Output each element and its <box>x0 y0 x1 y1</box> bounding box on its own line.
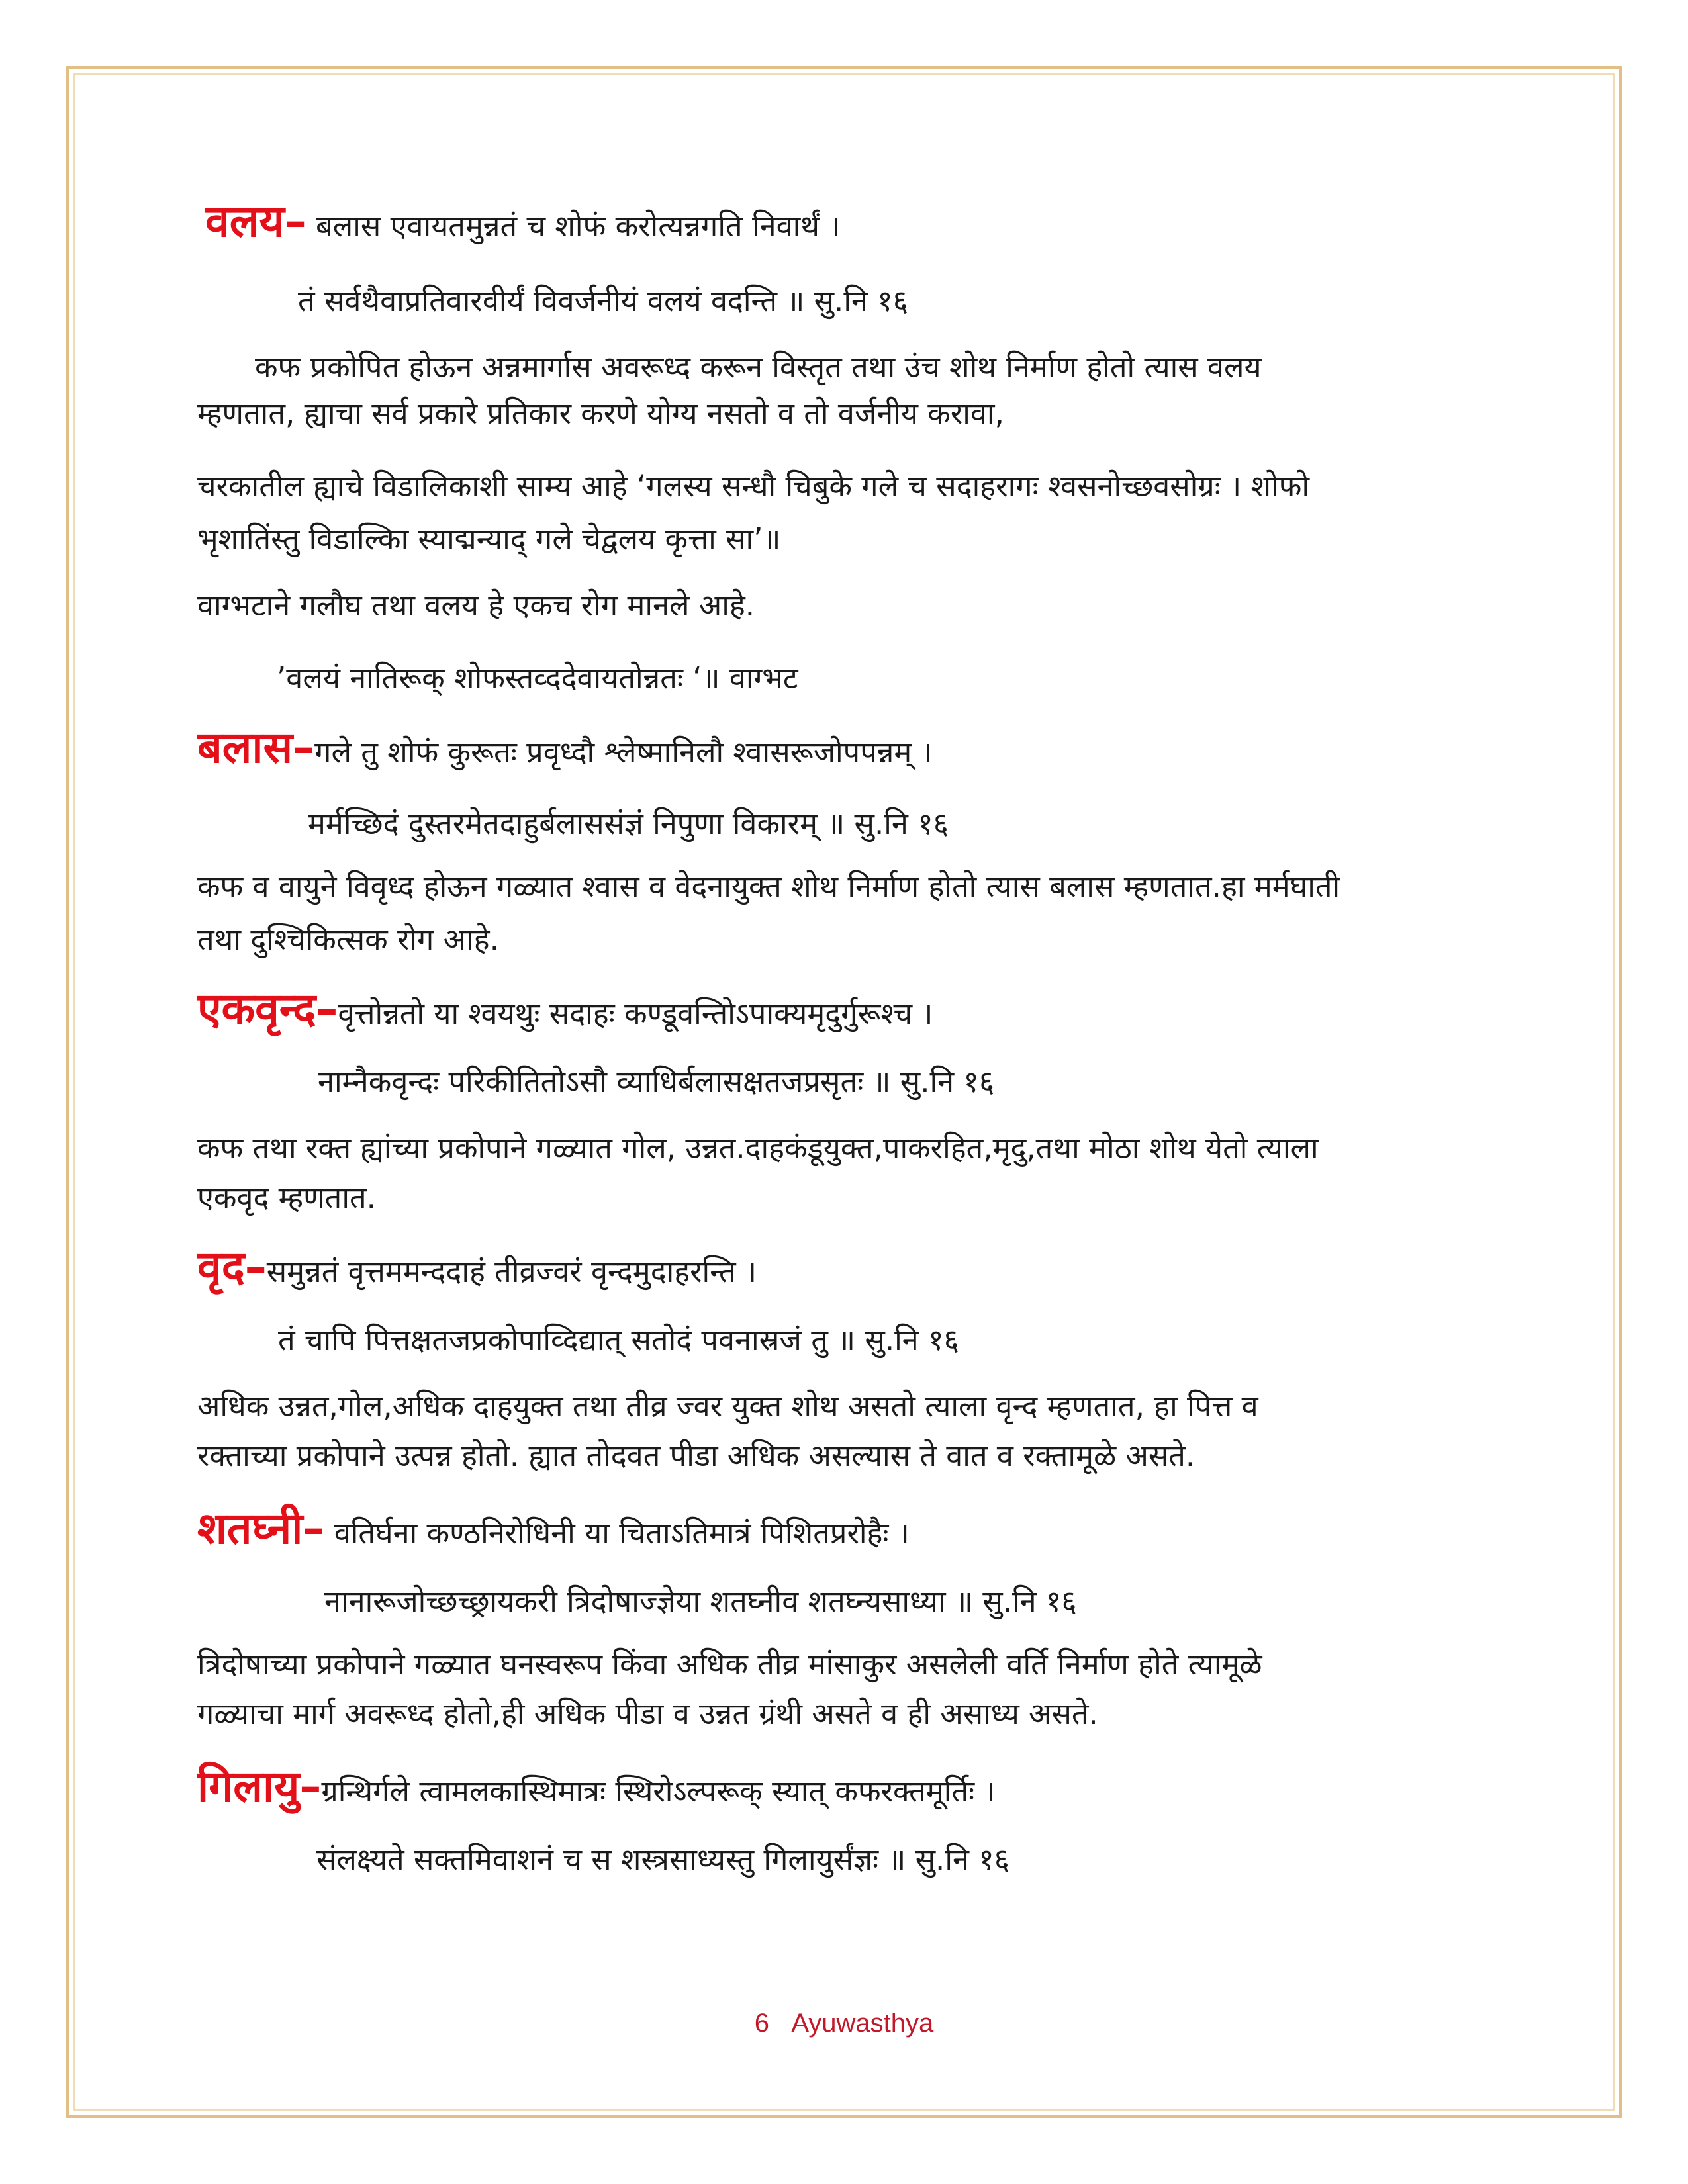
section-shataghni-para-line-2: गळ्याचा मार्ग अवरूध्द होतो,ही अधिक पीडा व उन्नत ग्रंथी असते व ही असाध्य असते. <box>197 1696 1098 1731</box>
verse-text: समुन्नतं वृत्तममन्ददाहं तीव्रज्वरं वृन्दमुदाहरन्ति । <box>266 1254 757 1289</box>
section-balasa-para-line-1: कफ व वायुने विवृध्द होऊन गळ्यात श्वास व वेदनायुक्त शोथ निर्माण होतो त्यास बलास म्हणतात.हा मर्मघाती <box>197 869 1340 904</box>
section-gilayu-verse-line-2: संलक्ष्यते सक्तमिवाशनं च स शस्त्रसाध्यस्तु गिलायुर्संज्ञः ॥ सु.नि १६ <box>316 1842 1010 1877</box>
section-valaya-verse-line-1 <box>205 196 841 247</box>
section-balasa-verse-line-2: मर्मच्छिदं दुस्तरमेतदाहुर्बलाससंज्ञं निपुणा विकारम् ॥ सु.नि १६ <box>308 806 949 841</box>
page-footer <box>0 2009 1688 2038</box>
section-valaya-extra-line-2: भृशातिंस्तु विडाल्किा स्याद्मन्याद् गले चेद्वलय कृत्ता सा’॥ <box>197 522 781 557</box>
footer-title: Ayuwasthya <box>791 2009 934 2038</box>
page-number: 6 <box>754 2009 769 2038</box>
verse-text: बलास एवायतमुन्नतं च शोफं करोत्यन्नगति निवार्थं । <box>316 208 841 244</box>
section-vrinda-verse-line-1 <box>197 1242 757 1293</box>
section-valaya-extra-line-3: वाग्भटाने गलौघ तथा वलय हे एकच रोग मानले आहे. <box>197 588 755 623</box>
section-shataghni-para-line-1: त्रिदोषाच्या प्रकोपाने गळ्यात घनस्वरूप किंवा अधिक तीव्र मांसाकुर असलेली वर्ति निर्माण होते त्यामूळे <box>197 1647 1262 1682</box>
heading-vrinda: वृद– <box>197 1242 267 1293</box>
section-ekavrinda-verse-line-1 <box>197 983 933 1034</box>
section-ekavrinda-para-line-2: एकवृद म्हणतात. <box>197 1180 376 1215</box>
heading-gilayu: गिलायु– <box>197 1761 322 1812</box>
section-valaya-para-line-2: म्हणतात, ह्याचा सर्व प्रकारे प्रतिकार करणे योग्य नसतो व तो वर्जनीय करावा, <box>197 396 1004 431</box>
verse-text: गले तु शोफं कुरूतः प्रवृध्दौ श्लेष्मानिलौ श्वासरूजोपपन्नम् । <box>314 735 933 770</box>
section-balasa-verse-line-1 <box>197 722 933 773</box>
section-valaya-extra-line-1: चरकातील ह्याचे विडालिकाशी साम्य आहे ‘गलस्य सन्धौ चिबुके गले च सदाहरागः श्वसनोच्छवसोग्रः । शोफो <box>197 469 1310 504</box>
section-vrinda-para-line-2: रक्ताच्या प्रकोपाने उत्पन्न होतो. ह्यात तोदवत पीडा अधिक असल्यास ते वात व रक्तामूळे असते. <box>197 1438 1196 1473</box>
section-shataghni-verse-line-1 <box>197 1503 910 1554</box>
section-balasa-para-line-2: तथा दुश्चिकित्सक रोग आहे. <box>197 922 499 957</box>
heading-balasa: बलास– <box>197 722 315 773</box>
section-ekavrinda-verse-line-2: नाम्नैकवृन्दः परिकीतितोऽसौ व्याधिर्बलासक्षतजप्रसृतः ॥ सु.नि १६ <box>318 1064 995 1099</box>
section-ekavrinda-para-line-1: कफ तथा रक्त ह्यांच्या प्रकोपाने गळ्यात गोल, उन्नत.दाहकंडूयुक्त,पाकरहित,मृदु,तथा मोठा शोथ येतो त्याला <box>197 1130 1319 1165</box>
verse-text: वतिर्घना कण्ठनिरोधिनी या चिताऽतिमात्रं पिशितप्ररोहैः । <box>334 1516 910 1551</box>
verse-text: वृत्तोन्नतो या श्वयथुः सदाहः कण्डूवन्तिोऽपाक्यमृदुर्गुरूश्च । <box>338 996 933 1031</box>
section-vrinda-para-line-1: अधिक उन्नत,गोल,अधिक दाहयुक्त तथा तीव्र ज्वर युक्त शोथ असतो त्याला वृन्द म्हणतात, हा पित्त व <box>197 1388 1258 1424</box>
heading-ekavrinda: एकवृन्द– <box>197 983 338 1034</box>
section-valaya-verse-line-2: तं सर्वथैवाप्रतिवारवीर्यं विवर्जनीयं वलयं वदन्ति ॥ सु.नि १६ <box>298 283 909 318</box>
section-gilayu-verse-line-1 <box>197 1761 996 1812</box>
heading-valaya: वलय– <box>205 196 306 247</box>
section-shataghni-verse-line-2: नानारूजोच्छच्छ्रायकरी त्रिदोषाज्ज्ञेया शतघ्नीव शतघ्न्यसाध्या ॥ सु.नि १६ <box>324 1584 1077 1619</box>
section-valaya-extra-line-4: ’वलयं नातिरूक् शोफस्तव्ददेवायतोन्नतः ‘॥ वाग्भट <box>277 660 798 696</box>
heading-shataghni: शतघ्नी– <box>197 1503 325 1554</box>
section-valaya-para-line-1: कफ प्रकोपित होऊन अन्नमार्गास अवरूध्द करून विस्तृत तथा उंच शोथ निर्माण होतो त्यास वलय <box>255 349 1262 385</box>
section-vrinda-verse-line-2: तं चापि पित्तक्षतजप्रकोपाव्दिद्यात् सतोदं पवनास्रजं तु ॥ सु.नि १६ <box>278 1322 959 1357</box>
verse-text: ग्रन्थिर्गले त्वामलकास्थिमात्रः स्थिरोऽल्परूक् स्यात् कफरक्तमूर्तिः । <box>321 1774 996 1809</box>
